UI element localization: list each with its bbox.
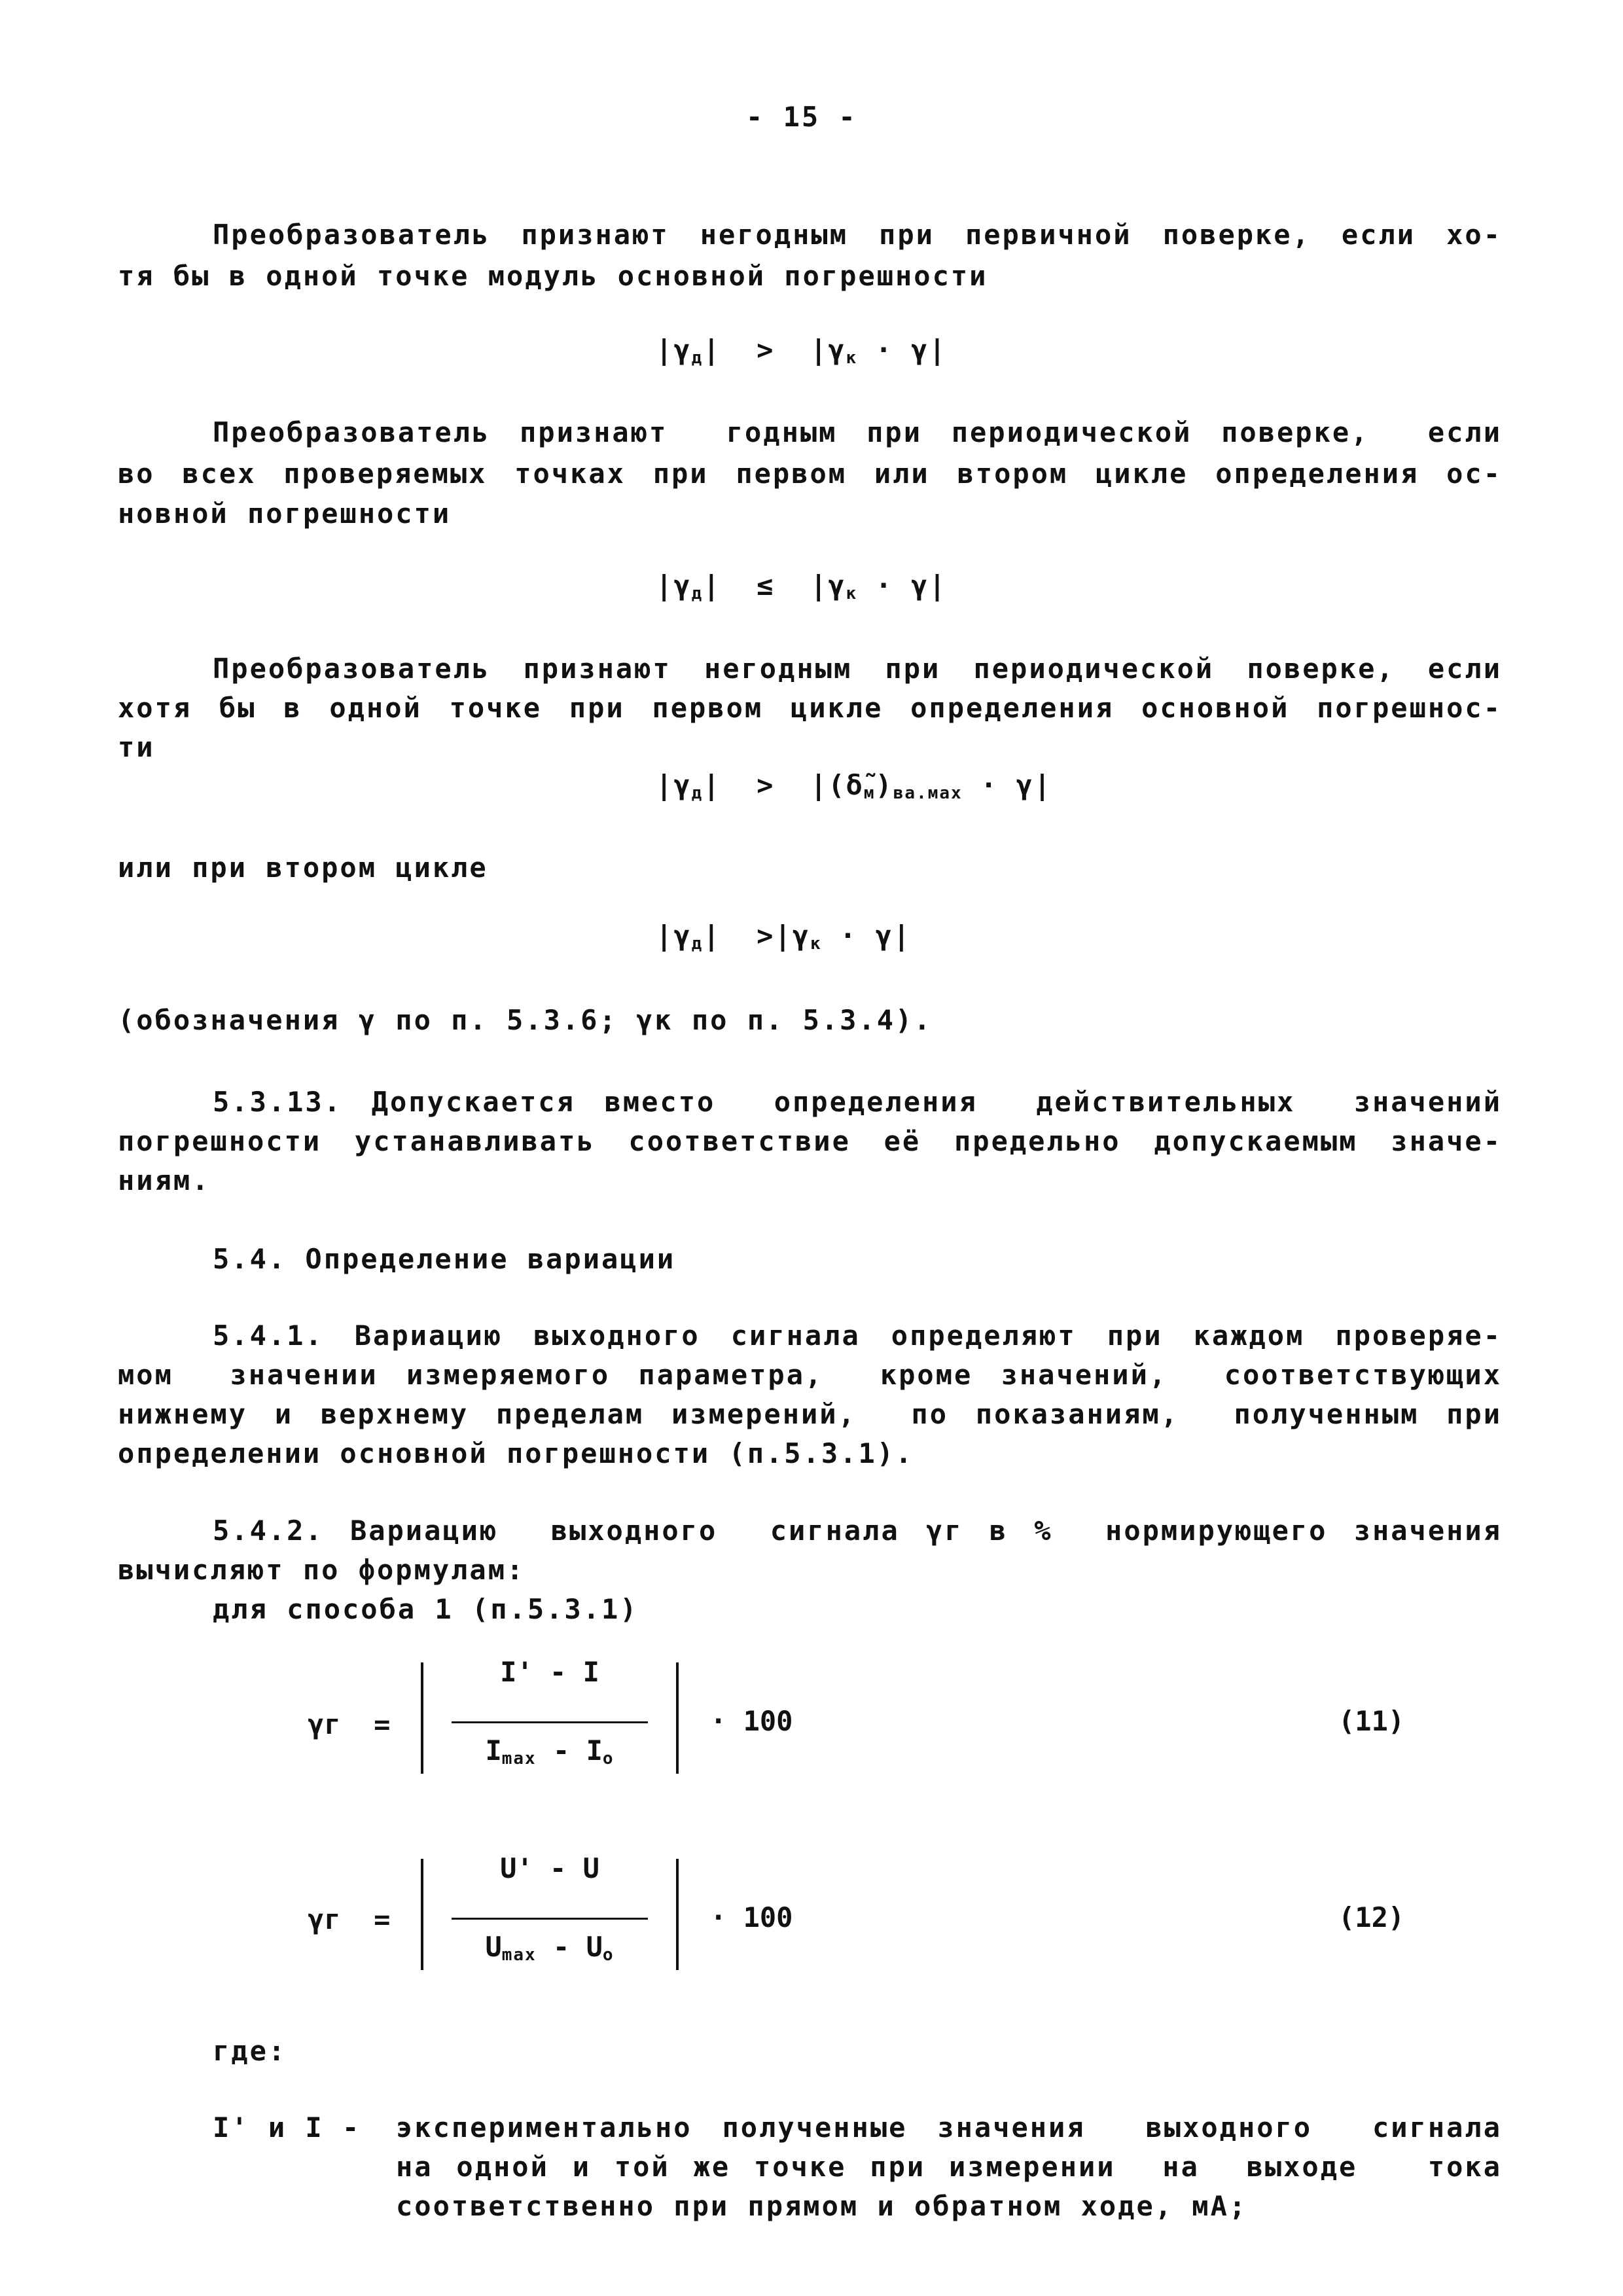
formula-text: | >|γ xyxy=(703,920,810,952)
paragraph-line: (обозначения γ по п. 5.3.6; γк по п. 5.3.4). xyxy=(118,1004,933,1036)
paragraph-line: ниям. xyxy=(118,1164,211,1196)
formula-text: · γ| xyxy=(821,920,912,952)
inequality-formula xyxy=(656,334,947,368)
inequality-formula xyxy=(656,920,911,954)
fraction-denominator: $U_{max} - U_o$ xyxy=(485,1931,615,1965)
inequality-formula xyxy=(656,569,947,603)
paragraph-line: 5.4.1. Вариацию выходного сигнала определяют при каждом проверяе- xyxy=(213,1319,1502,1352)
formula-subscript: д xyxy=(691,348,704,368)
paragraph-line: новной погрешности xyxy=(118,497,452,529)
abs-bar-right xyxy=(676,1859,679,1970)
paragraph-line: погрешности устанавливать соответствие её предельно допускаемым значе- xyxy=(118,1125,1502,1157)
paragraph-line: во всех проверяемых точках при первом или втором цикле определения ос- xyxy=(118,457,1502,490)
fraction-numerator: U' - U xyxy=(500,1852,599,1884)
formula-text: |γ xyxy=(656,334,692,366)
fraction-line xyxy=(452,1721,648,1723)
formula-subscript: м xyxy=(863,783,876,803)
formula-subscript: д xyxy=(691,584,704,603)
equation-number: (12) xyxy=(1338,1901,1405,1933)
formula-text: · γ| xyxy=(962,769,1052,801)
inequality-formula xyxy=(656,769,1052,803)
fraction-line xyxy=(452,1918,648,1920)
fraction-numerator: I' - I xyxy=(500,1656,599,1688)
definition-line: соответственно при прямом и обратном ходе, мА; xyxy=(396,2190,1248,2222)
paragraph-line: Преобразователь признают годным при периодической поверке, если xyxy=(213,416,1502,448)
section-heading: 5.4. Определение вариации xyxy=(213,1243,676,1275)
definition-line: экспериментально полученные значения выходного сигнала xyxy=(396,2111,1502,2144)
formula-text: |γ xyxy=(656,569,692,601)
paragraph-line: Преобразователь признают негодным при первичной поверке, если хо- xyxy=(213,219,1502,251)
equation-lhs: γг = xyxy=(308,1903,391,1935)
formula-subscript: ва.мах xyxy=(893,783,963,803)
paragraph-line: определении основной погрешности (п.5.3.1). xyxy=(118,1437,914,1469)
paragraph-line: ти xyxy=(118,731,155,763)
abs-bar-right xyxy=(676,1662,679,1774)
paragraph-line: Преобразователь признают негодным при периодической поверке, если xyxy=(213,653,1502,685)
definition-term: I' и I - xyxy=(213,2111,361,2144)
formula-text: |γ xyxy=(656,769,692,801)
formula-text: · γ| xyxy=(857,334,947,366)
formula-text: ) xyxy=(875,769,893,801)
formula-text: |γ xyxy=(656,920,692,952)
abs-bar-left xyxy=(421,1662,423,1774)
paragraph-line: для способа 1 (п.5.3.1) xyxy=(213,1593,639,1625)
page-number: - 15 - xyxy=(746,101,857,133)
paragraph-line: мом значении измеряемого параметра, кроме значений, соответствующих xyxy=(118,1359,1502,1391)
formula-subscript: д xyxy=(691,934,704,954)
formula-text: | > |(δ̃ xyxy=(703,769,864,801)
formula-subscript: д xyxy=(691,783,704,803)
paragraph-line: хотя бы в одной точке при первом цикле определения основной погрешнос- xyxy=(118,692,1502,724)
paragraph-line: или при втором цикле xyxy=(118,852,488,884)
fraction-denominator: $I_{max} - I_o$ xyxy=(485,1734,615,1768)
paragraph-line: нижнему и верхнему пределам измерений, по показаниям, полученным при xyxy=(118,1398,1502,1430)
formula-text: · γ| xyxy=(857,569,947,601)
abs-bar-left xyxy=(421,1859,423,1970)
multiplier: · 100 xyxy=(710,1901,793,1933)
formula-text: | ≤ |γ xyxy=(703,569,846,601)
paragraph-line: вычисляют по формулам: xyxy=(118,1554,526,1586)
formula-subscript: к xyxy=(846,348,858,368)
multiplier: · 100 xyxy=(710,1705,793,1737)
formula-text: | > |γ xyxy=(703,334,846,366)
definition-line: на одной и той же точке при измерении на выходе тока xyxy=(396,2151,1502,2183)
formula-subscript: к xyxy=(810,934,822,954)
paragraph-line: 5.3.13. Допускается вместо определения действительных значений xyxy=(213,1086,1502,1118)
where-label: где: xyxy=(213,2035,287,2067)
equation-lhs: γг = xyxy=(308,1708,391,1740)
paragraph-line: тя бы в одной точке модуль основной погрешности xyxy=(118,260,988,292)
equation-number: (11) xyxy=(1338,1705,1405,1737)
formula-subscript: к xyxy=(846,584,858,603)
paragraph-line: 5.4.2. Вариацию выходного сигнала γг в % нормирующего значения xyxy=(213,1515,1502,1547)
